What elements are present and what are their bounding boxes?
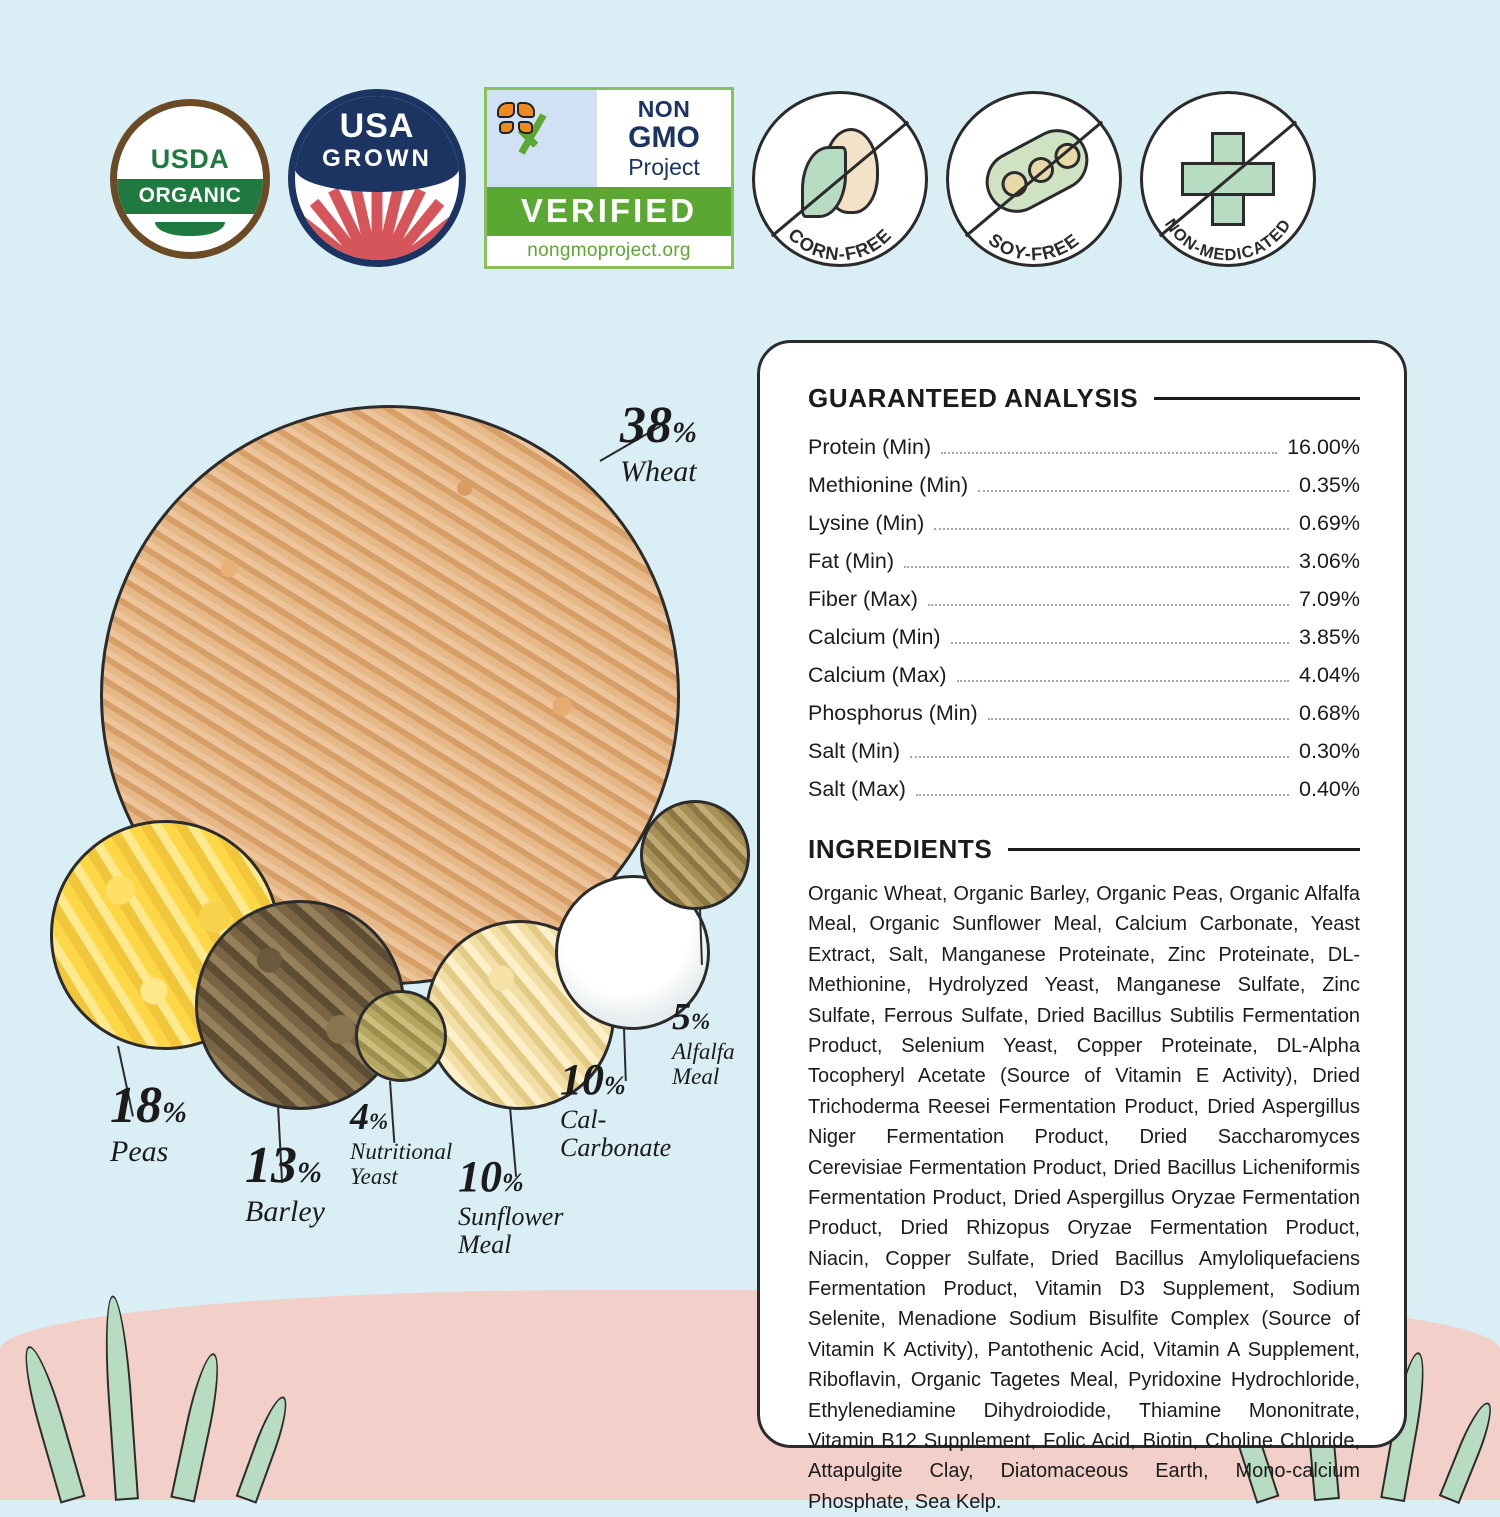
- label-peas-pct: 18: [110, 1077, 162, 1134]
- ingredients-header: [808, 834, 1360, 865]
- label-barley-name: Barley: [245, 1195, 325, 1228]
- dot-leader: [904, 566, 1289, 568]
- label-barley-pct: 13: [245, 1137, 297, 1194]
- row-value: 0.30%: [1299, 738, 1360, 763]
- row-label: Methionine (Min): [808, 472, 969, 497]
- row-value: 0.69%: [1299, 510, 1360, 535]
- dot-leader: [934, 528, 1289, 530]
- badge-non-gmo-verified: [484, 87, 734, 269]
- row-value: 3.06%: [1299, 548, 1360, 573]
- label-cal-sym: %: [604, 1071, 626, 1100]
- label-peas: [110, 1077, 187, 1168]
- row-value: 7.09%: [1299, 586, 1360, 611]
- ingredients-text: Organic Wheat, Organic Barley, Organic Peas, Organic Alfalfa Meal, Organic Sunflower Meal, Calcium Carbonate, Yeast Extract, Salt, Manganese Proteinate, Zinc Proteinate, DL-Methionine, Hydrolyzed Yeast, Manganese Sulfate, Zinc Sulfate, Ferrous Sulfate, Dried Bacillus Subtilis Fermentation Product, Selenium Yeast, Copper Proteinate, DL-Alpha Tocopheryl Acetate (Source of Vitamin E Activity), Dried Trichoderma Reesei Fermentation Product, Dried Aspergillus Niger Fermentation Product, Dried Saccharomyces Cerevisiae Fermentation Product, Dried Bacillus Licheniformis Fermentation Product, Dried Aspergillus Oryzae Fermentation Product, Dried Rhizopus Oryzae Fermentation Product, Niacin, Copper Sulfate, Dried Bacillus Amyloliquefaciens Fermentation Product, Vitamin D3 Supplement, Sodium Selenite, Menadione Sodium Bisulfite Complex (Source of Vitamin K Activity), Pantothenic Acid, Vitamin A Supplement, Riboflavin, Organic Tagetes Meal, Pyridoxine Hydrochloride, Ethylenediamine Dihydroiodide, Thiamine Mononitrate, Vitamin B12 Supplement, Folic Acid, Biotin, Choline Chloride, Attapulgite Clay, Diatomaceous Earth, Mono-calcium Phosphate, Sea Kelp.: [808, 883, 1360, 1513]
- leaf-icon: [155, 222, 225, 236]
- table-row: [808, 618, 1360, 656]
- dot-leader: [957, 680, 1289, 682]
- certification-badges: [110, 85, 1410, 295]
- grass-cluster-left: [20, 1270, 360, 1500]
- table-row: [808, 542, 1360, 580]
- label-alfalfa-pct: 5: [672, 996, 691, 1038]
- label-nutritional-yeast: [350, 1098, 452, 1190]
- nongmo-verified: VERIFIED: [487, 187, 731, 236]
- ingredient-composition-chart: [40, 380, 760, 1280]
- usda-subtitle: ORGANIC: [117, 179, 263, 214]
- nongmo-line1: NON: [637, 96, 691, 122]
- row-label: Calcium (Max): [808, 662, 947, 687]
- grass-blade: [16, 1343, 85, 1504]
- table-row: [808, 466, 1360, 504]
- label-peas-name: Peas: [110, 1135, 169, 1168]
- grass-blade: [101, 1295, 139, 1501]
- dot-leader: [910, 756, 1289, 758]
- label-cal-pct: 10: [560, 1055, 604, 1104]
- dot-leader: [988, 718, 1289, 720]
- row-value: 0.40%: [1299, 776, 1360, 801]
- nutrition-panel: [757, 340, 1407, 1513]
- divider: [1008, 848, 1360, 851]
- row-label: Protein (Min): [808, 434, 932, 459]
- usa-title: USA: [339, 106, 415, 145]
- label-cal-carbonate: [560, 1055, 672, 1163]
- table-row: [808, 770, 1360, 808]
- table-row: [808, 732, 1360, 770]
- label-wheat: [620, 397, 697, 488]
- row-label: Lysine (Min): [808, 510, 925, 535]
- table-row: [808, 580, 1360, 618]
- row-label: Phosphorus (Min): [808, 700, 978, 725]
- badge-usda-organic: [110, 99, 270, 259]
- table-row: [808, 504, 1360, 542]
- bubble-nutritional-yeast: [355, 990, 447, 1082]
- table-row: [808, 694, 1360, 732]
- row-label: Salt (Max): [808, 776, 906, 801]
- row-label: Salt (Min): [808, 738, 900, 763]
- svg-text:NON-MEDICATED: NON-MEDICATED: [1160, 215, 1296, 264]
- soy-free-label: [949, 94, 1119, 264]
- label-sunflower-sym: %: [502, 1168, 524, 1197]
- guaranteed-analysis-title: GUARANTEED ANALYSIS: [808, 383, 1139, 413]
- grass-blade: [236, 1393, 294, 1504]
- row-value: 0.35%: [1299, 472, 1360, 497]
- label-barley: [245, 1137, 325, 1228]
- dot-leader: [916, 794, 1289, 796]
- label-wheat-name: Wheat: [620, 455, 697, 488]
- row-value: 3.85%: [1299, 624, 1360, 649]
- nongmo-url: nongmoproject.org: [527, 240, 691, 261]
- row-value: 0.68%: [1299, 700, 1360, 725]
- guaranteed-analysis-table: [808, 428, 1360, 808]
- svg-text:CORN-FREE: CORN-FREE: [784, 223, 896, 264]
- nongmo-line2: GMO: [628, 121, 700, 154]
- dot-leader: [928, 604, 1289, 606]
- corn-free-label: [755, 94, 925, 264]
- usa-subtitle: GROWN: [322, 144, 432, 172]
- row-label: Fiber (Max): [808, 586, 918, 611]
- nongmo-line3: Project: [628, 154, 700, 180]
- grass-blade: [170, 1351, 226, 1503]
- label-wheat-pct: 38: [620, 397, 672, 454]
- dot-leader: [951, 642, 1289, 644]
- label-barley-sym: %: [297, 1156, 322, 1189]
- non-medicated-label: [1143, 94, 1313, 264]
- label-yeast-pct: 4: [350, 1096, 369, 1138]
- label-cal-name: Cal- Carbonate: [560, 1105, 672, 1163]
- label-alfalfa-meal: [672, 998, 735, 1090]
- svg-text:SOY-FREE: SOY-FREE: [984, 228, 1084, 264]
- dot-leader: [978, 490, 1289, 492]
- table-row: [808, 428, 1360, 466]
- label-yeast-name: Nutritional Yeast: [350, 1139, 453, 1189]
- badge-corn-free: [752, 91, 928, 267]
- badge-non-medicated: [1140, 91, 1316, 267]
- row-value: 4.04%: [1299, 662, 1360, 687]
- label-yeast-sym: %: [369, 1109, 389, 1134]
- row-label: Fat (Min): [808, 548, 894, 573]
- row-label: Calcium (Min): [808, 624, 941, 649]
- badge-soy-free: [946, 91, 1122, 267]
- butterfly-icon: [497, 100, 535, 134]
- bubble-alfalfa-meal: [640, 800, 750, 910]
- row-value: 16.00%: [1287, 434, 1360, 459]
- divider: [1154, 397, 1360, 400]
- label-alfalfa-sym: %: [691, 1009, 711, 1034]
- label-sunflower-name: Sunflower Meal: [458, 1202, 564, 1260]
- label-sunflower-pct: 10: [458, 1152, 502, 1201]
- label-sunflower-meal: [458, 1152, 564, 1260]
- label-wheat-sym: %: [672, 416, 697, 449]
- dot-leader: [941, 452, 1277, 454]
- label-alfalfa-name: Alfalfa Meal: [672, 1039, 735, 1089]
- table-row: [808, 656, 1360, 694]
- usda-title: USDA: [150, 144, 230, 174]
- guaranteed-analysis-header: [808, 383, 1360, 414]
- ingredients-title: INGREDIENTS: [808, 834, 993, 864]
- badge-usa-grown: [288, 89, 466, 267]
- label-peas-sym: %: [162, 1096, 187, 1129]
